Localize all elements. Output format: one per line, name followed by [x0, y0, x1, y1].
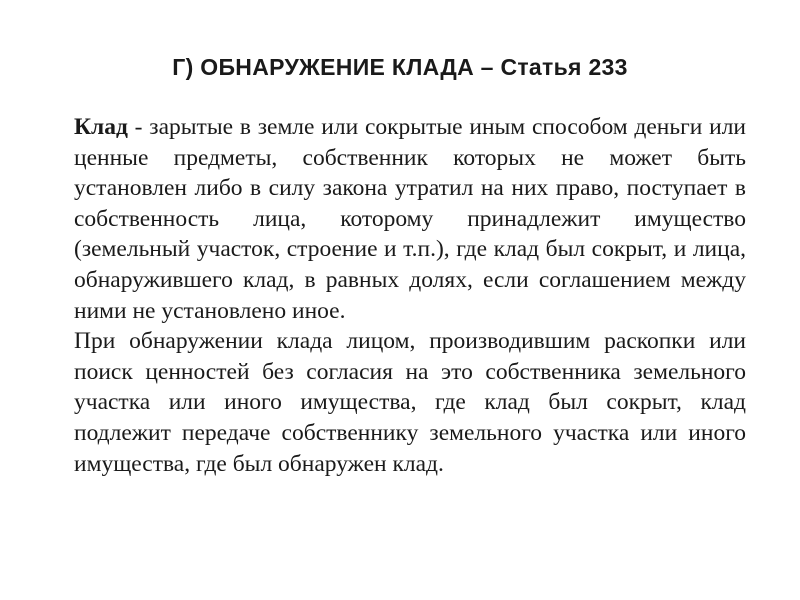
slide-title: Г) ОБНАРУЖЕНИЕ КЛАДА – Статья 233 — [172, 54, 628, 80]
defined-term: Клад — [74, 114, 128, 140]
second-paragraph: При обнаружении клада лицом, производившим раскопки или поиск ценностей без согласия на это собственника земельного участка или иного имущества, где клад был сокрыт, клад подлежит передаче собственнику земельного участка или иного имущества, где был обнаружен клад. — [74, 328, 746, 477]
slide-body — [74, 112, 746, 479]
definition-paragraph — [74, 112, 746, 326]
definition-text: - зарытые в земле или сокрытые иным способом деньги или ценные предметы, собственник которых не может быть установлен либо в силу закона утратил на них право, поступает в собственность лица, которому принадлежит имущество (земельный участок, строение и т.п.), где клад был сокрыт, и лица, обнаружившего клад, в равных долях, если соглашением между ними не установлено иное. — [74, 114, 746, 324]
